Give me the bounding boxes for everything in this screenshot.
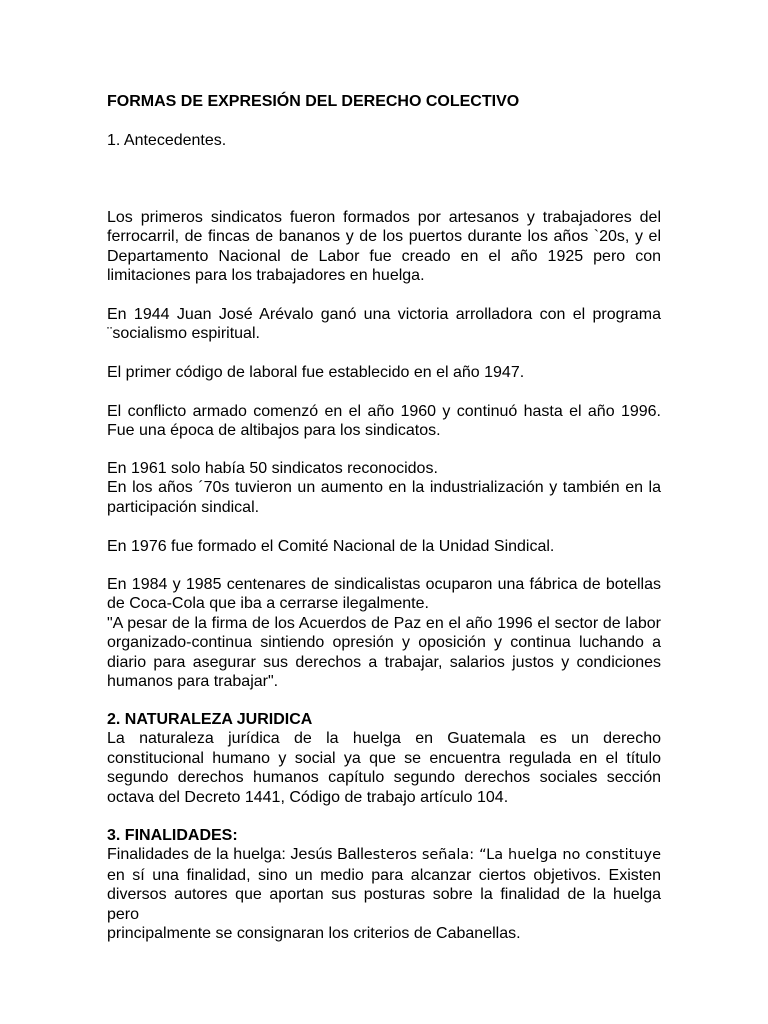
paragraph-line: "A pesar de la firma de los Acuerdos de Paz en el año 1996 el sector de labor <box>107 614 661 632</box>
paragraph-line: participación sindical. <box>107 498 260 516</box>
paragraph-line: ¨socialismo espiritual. <box>107 325 260 343</box>
paragraph-line: La naturaleza jurídica de la huelga en Guatemala es un derecho <box>107 730 661 748</box>
text-run-alt-font: esteros señala: “La huelga no constituye <box>363 847 661 864</box>
paragraph-line: En los años ´70s tuvieron un aumento en la industrialización y también en la <box>107 479 661 497</box>
paragraph-comite-nacional: En 1976 fue formado el Comité Nacional de la Unidad Sindical. <box>107 538 555 555</box>
paragraph-sindicatos-1961 <box>107 459 661 517</box>
document-title: FORMAS DE EXPRESIÓN DEL DERECHO COLECTIVO <box>107 93 520 110</box>
paragraph-line: organizado-continua sintiendo opresión y oposición y continua luchando a <box>107 634 661 652</box>
section-heading: 2. NATURALEZA JURIDICA <box>107 711 313 728</box>
paragraph-arevalo <box>107 305 661 344</box>
paragraph-line: En 1984 y 1985 centenares de sindicalistas ocuparon una fábrica de botellas <box>107 576 661 593</box>
paragraph-line: El conflicto armado comenzó en el año 1960 y continuó hasta el año 1996. <box>107 403 661 420</box>
paragraph-line: en sí una finalidad, sino un medio para alcanzar ciertos objetivos. Existen <box>107 866 661 884</box>
section-heading: 3. FINALIDADES: <box>107 827 238 844</box>
section-finalidades <box>107 826 661 943</box>
paragraph-line: Fue una época de altibajos para los sindicatos. <box>107 422 441 440</box>
paragraph-line: humanos para trabajar". <box>107 673 279 691</box>
paragraph-line: ferrocarril, de fincas de bananos y de los puertos durante los años `20s, y el <box>107 228 661 246</box>
section-naturaleza-juridica <box>107 710 661 807</box>
paragraph-line: diario para asegurar sus derechos a trabajar, salarios justos y condiciones <box>107 653 661 671</box>
paragraph-line: principalmente se consignaran los criterios de Cabanellas. <box>107 925 521 943</box>
paragraph-line-mixed <box>107 845 661 865</box>
paragraph-codigo-laboral: El primer código de laboral fue establecido en el año 1947. <box>107 364 525 381</box>
paragraph-line: octava del Decreto 1441, Código de trabajo artículo 104. <box>107 788 509 806</box>
paragraph-coca-cola <box>107 575 661 691</box>
paragraph-line: constitucional humano y social ya que se encuentra regulada en el título <box>107 749 661 767</box>
text-run: Finalidades de la huelga: Jesús Ball <box>107 846 364 864</box>
paragraph-conflicto-armado <box>107 402 661 441</box>
section-heading-antecedentes: 1. Antecedentes. <box>107 132 227 149</box>
paragraph-line: Departamento Nacional de Labor fue creado en el año 1925 pero con <box>107 247 661 265</box>
paragraph-primeros-sindicatos <box>107 208 661 286</box>
paragraph-line: limitaciones para los trabajadores en huelga. <box>107 267 425 285</box>
paragraph-line: de Coca-Cola que iba a cerrarse ilegalmente. <box>107 595 429 613</box>
paragraph-line: diversos autores que aportan sus posturas sobre la finalidad de la huelga pero <box>107 886 661 923</box>
paragraph-line: segundo derechos humanos capítulo segundo derechos sociales sección <box>107 769 661 787</box>
paragraph-line: En 1961 solo había 50 sindicatos reconocidos. <box>107 460 438 477</box>
paragraph-line: Los primeros sindicatos fueron formados por artesanos y trabajadores del <box>107 209 661 226</box>
paragraph-line: En 1944 Juan José Arévalo ganó una victoria arrolladora con el programa <box>107 306 661 323</box>
